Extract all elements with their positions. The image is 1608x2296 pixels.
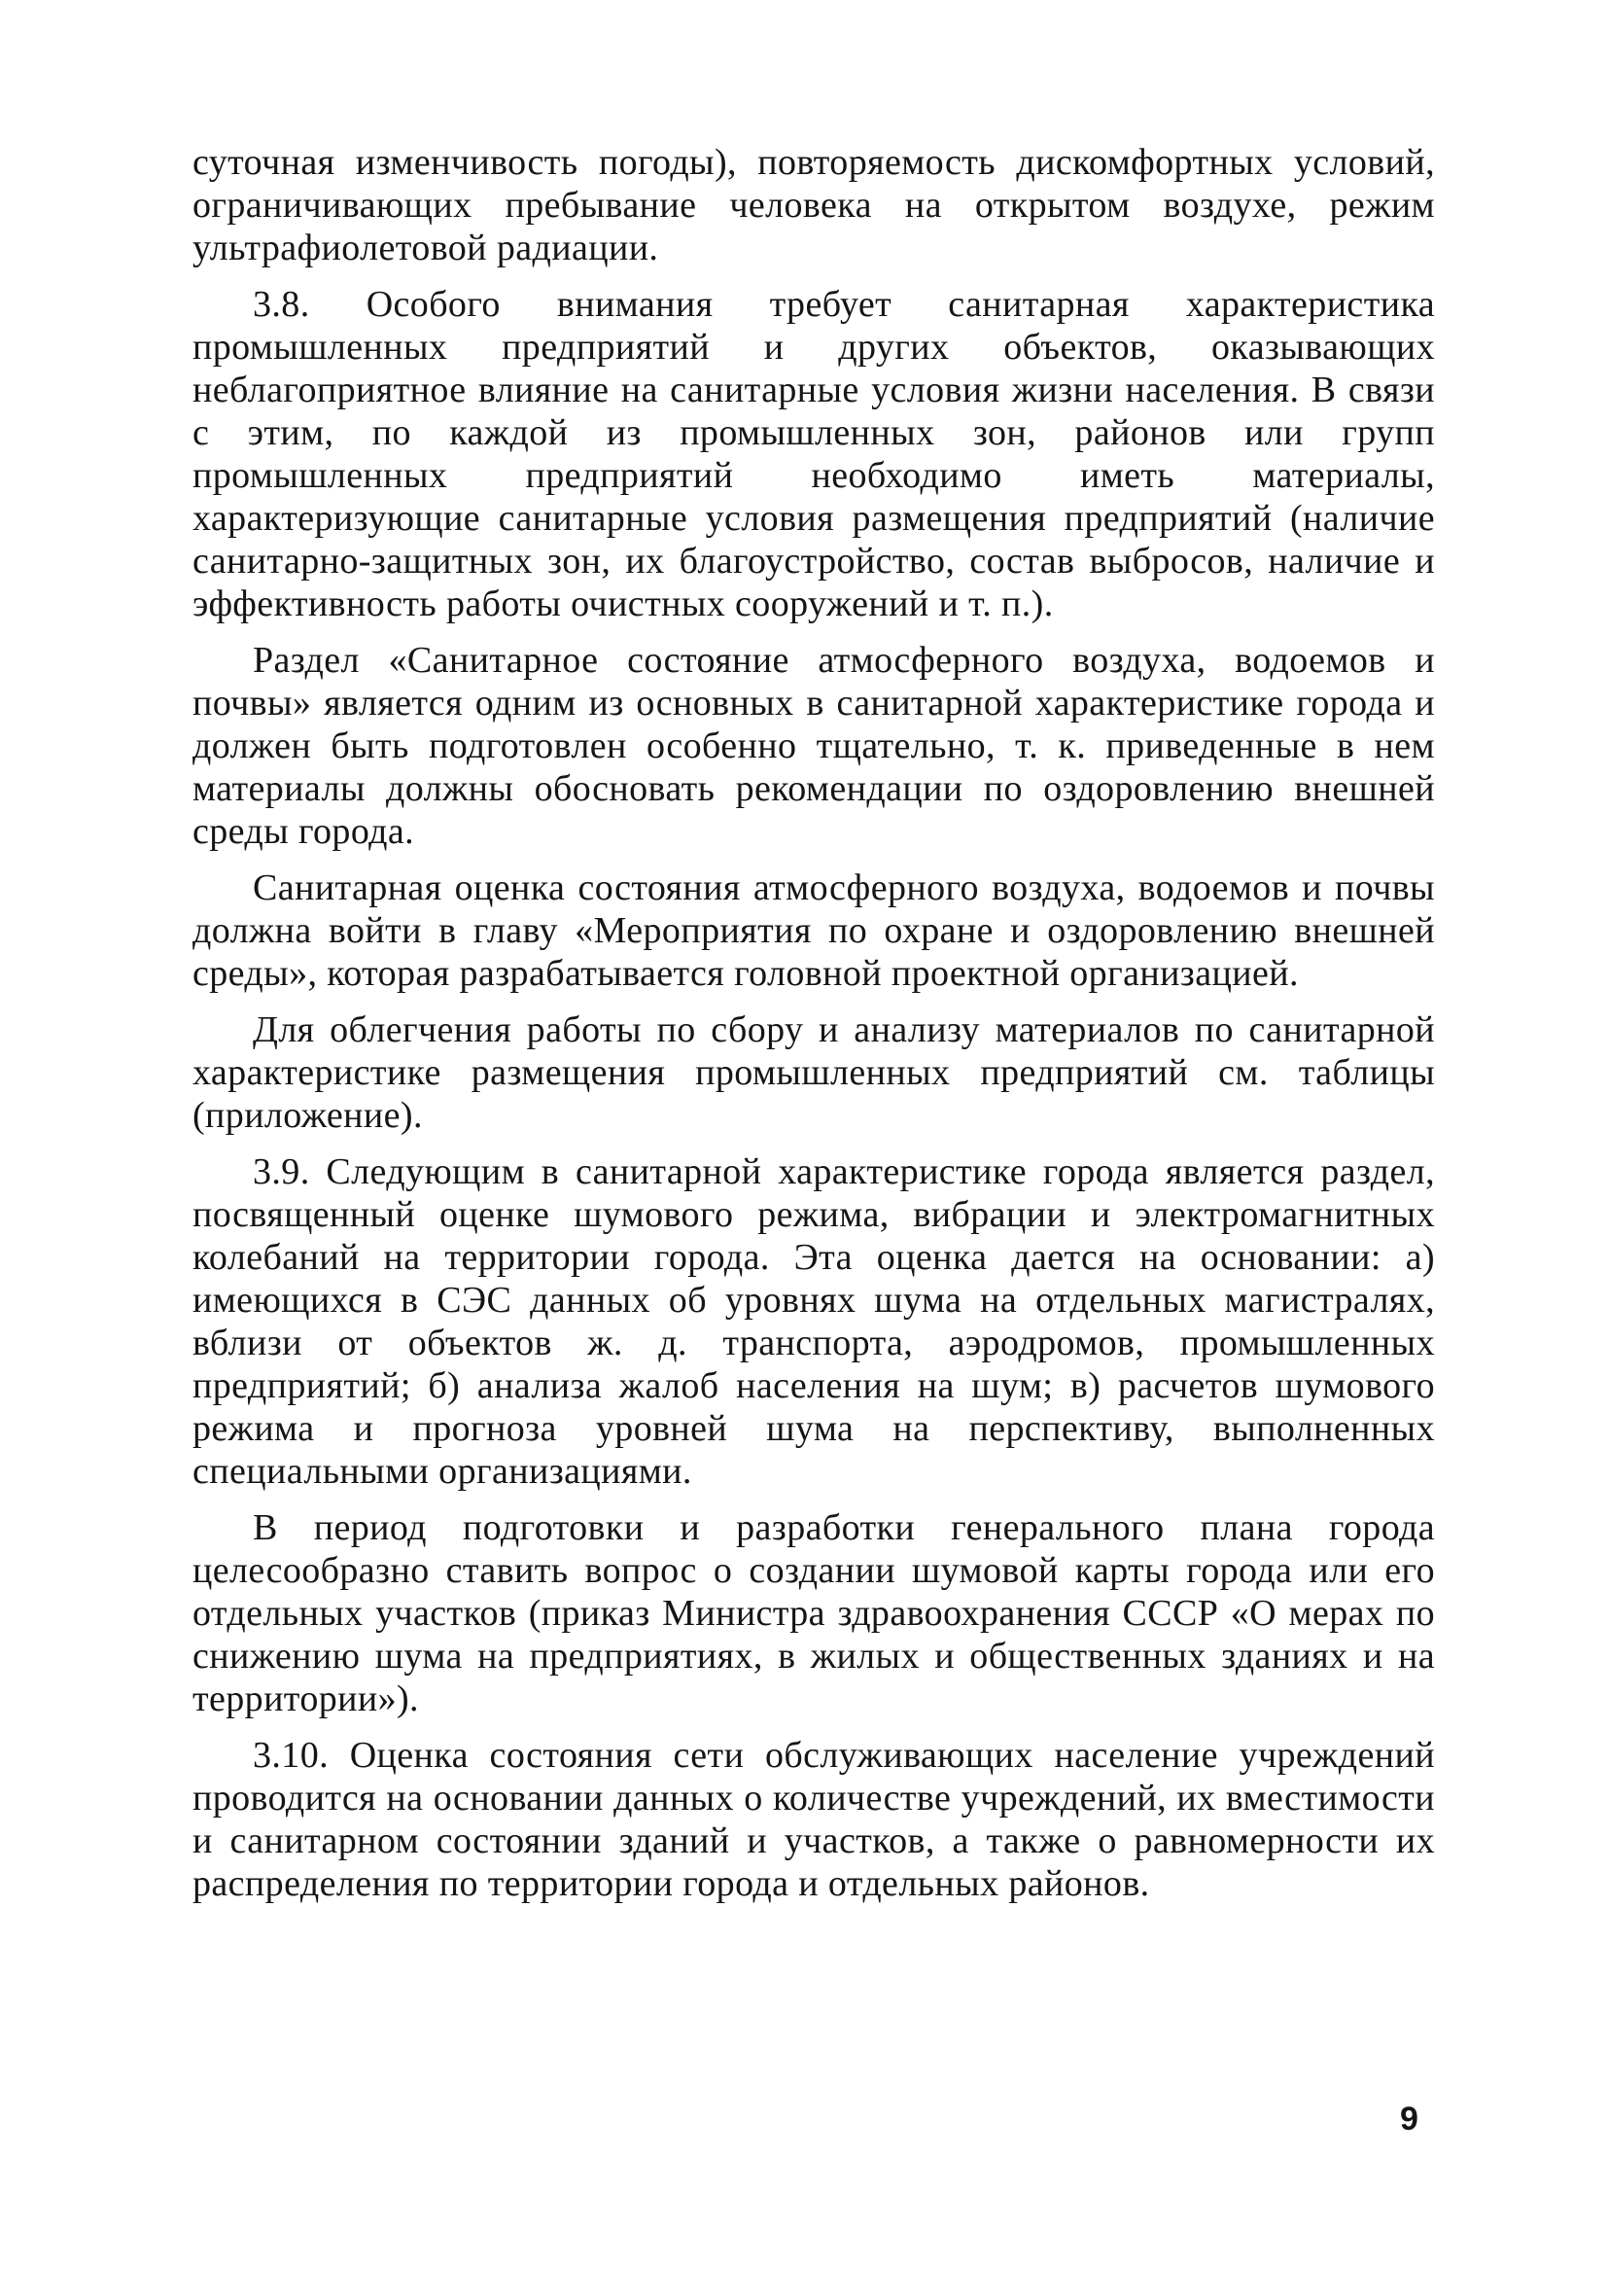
paragraph-3-9: 3.9. Следующим в санитарной характеристике города является раздел, посвященный оценке шумового режима, вибрации и электромагнитных колебаний на территории города. Эта оценка дается на основании: а) имеющихся в СЭС данных об уровнях шума на отдельных магистралях, вблизи от объектов ж. д. транспорта, аэродромов, промышленных предприятий; б) анализа жалоб населения на шум; в) расчетов шумового режима и прогноза уровней шума на перспективу, выполненных специальными организациями. bbox=[192, 1151, 1435, 1492]
paragraph-sanitary-section: Раздел «Санитарное состояние атмосферного воздуха, водоемов и почвы» является одним из основных в санитарной характеристике города и должен быть подготовлен особенно тщательно, т. к. приведенные в нем материалы должны обосновать рекомендации по оздоровлению внешней среды города. bbox=[192, 640, 1435, 852]
paragraph-sanitary-assessment: Санитарная оценка состояния атмосферного воздуха, водоемов и почвы должна войти в главу «Мероприятия по охране и оздоровлению внешней среды», которая разрабатывается головной проектной организацией. bbox=[192, 867, 1435, 994]
paragraph-3-10: 3.10. Оценка состояния сети обслуживающих население учреждений проводится на основании данных о количестве учреждений, их вместимости и санитарном состоянии зданий и участков, а также о равномерности их распределения по территории города и отдельных районов. bbox=[192, 1735, 1435, 1904]
page-body bbox=[192, 141, 1435, 1919]
page-number: 9 bbox=[1400, 2101, 1418, 2137]
paragraph-tables-reference: Для облегчения работы по сбору и анализу материалов по санитарной характеристике размещения промышленных предприятий см. таблицы (приложение). bbox=[192, 1009, 1435, 1136]
paragraph-continuation: суточная изменчивость погоды), повторяемость дискомфортных условий, ограничивающих пребывание человека на открытом воздухе, режим ультрафиолетовой радиации. bbox=[192, 142, 1435, 268]
paragraph-3-8: 3.8. Особого внимания требует санитарная характеристика промышленных предприятий и других объектов, оказывающих неблагоприятное влияние на санитарные условия жизни населения. В связи с этим, по каждой из промышленных зон, районов или групп промышленных предприятий необходимо иметь материалы, характеризующие санитарные условия размещения предприятий (наличие санитарно-защитных зон, их благоустройство, состав выбросов, наличие и эффективность работы очистных сооружений и т. п.). bbox=[192, 284, 1435, 624]
paragraph-noise-map: В период подготовки и разработки генерального плана города целесообразно ставить вопрос о создании шумовой карты города или его отдельных участков (приказ Министра здравоохранения СССР «О мерах по снижению шума на предприятиях, в жилых и общественных зданиях и на территории»). bbox=[192, 1507, 1435, 1719]
